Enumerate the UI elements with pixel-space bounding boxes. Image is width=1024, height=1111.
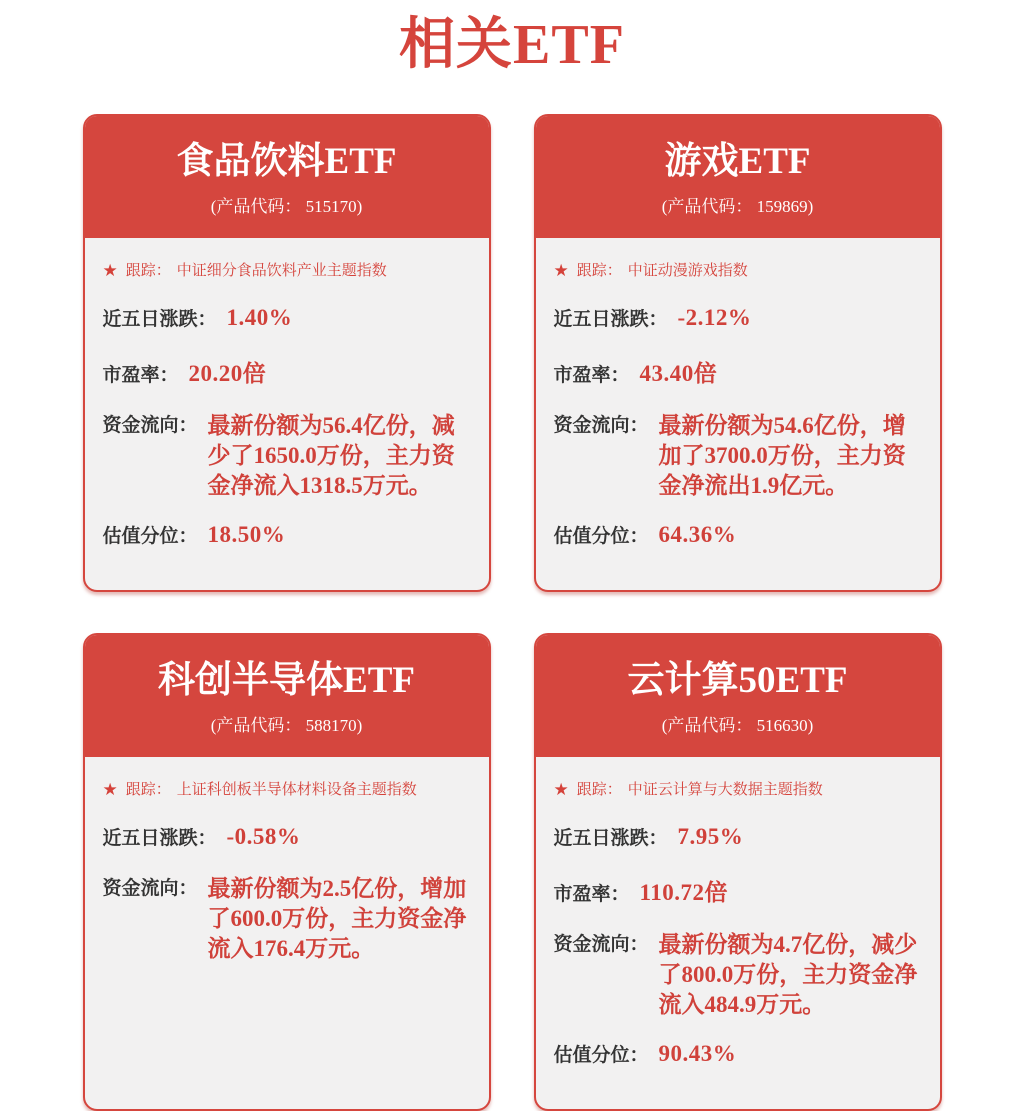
change5d-value: 7.95% xyxy=(677,824,744,849)
pe-value: 20.20倍 xyxy=(188,361,267,386)
star-icon: ★ xyxy=(102,780,118,799)
flow-text: 最新份额为4.7亿份，减少了800.0万份，主力资金净流入484.9万元。 xyxy=(658,932,918,1017)
pe-label: 市盈率： xyxy=(553,884,630,905)
flow-text: 最新份额为56.4亿份，减少了1650.0万份，主力资金净流入1318.5万元。 xyxy=(207,413,455,498)
pe-label: 市盈率： xyxy=(553,365,630,386)
flow-row xyxy=(103,411,473,501)
pe-row xyxy=(554,874,924,909)
valuation-value: 90.43% xyxy=(658,1041,737,1066)
valuation-value: 64.36% xyxy=(658,522,737,547)
pe-row xyxy=(554,355,924,390)
etf-name: 游戏ETF xyxy=(664,141,811,182)
track-row xyxy=(103,781,473,799)
star-icon: ★ xyxy=(102,261,118,280)
flow-text: 最新份额为54.6亿份，增加了3700.0万份，主力资金净流出1.9亿元。 xyxy=(658,413,906,498)
etf-card-grid xyxy=(0,114,1024,1111)
etf-product-code: (产品代码： 516630) xyxy=(661,716,814,735)
track-label: 跟踪： xyxy=(576,781,622,798)
etf-name: 云计算50ETF xyxy=(627,660,848,701)
flow-row xyxy=(554,411,924,501)
card-body xyxy=(536,238,940,590)
etf-name: 科创半导体ETF xyxy=(158,660,415,701)
card-header xyxy=(536,635,940,757)
change5d-label: 近五日涨跌： xyxy=(553,309,668,330)
valuation-row xyxy=(554,1041,924,1070)
change5d-label: 近五日涨跌： xyxy=(102,828,217,849)
card-body xyxy=(536,757,940,1109)
track-index: 中证云计算与大数据主题指数 xyxy=(627,781,823,798)
track-label: 跟踪： xyxy=(125,781,171,798)
track-row xyxy=(554,262,924,280)
valuation-label: 估值分位： xyxy=(102,526,198,547)
star-icon: ★ xyxy=(553,780,569,799)
valuation-label: 估值分位： xyxy=(553,1045,649,1066)
etf-product-code: (产品代码： 588170) xyxy=(210,716,363,735)
track-index: 中证动漫游戏指数 xyxy=(627,262,748,279)
valuation-label: 估值分位： xyxy=(553,526,649,547)
etf-card-game xyxy=(534,114,942,592)
valuation-value: 18.50% xyxy=(207,522,286,547)
flow-row xyxy=(103,874,473,964)
change5d-value: -2.12% xyxy=(677,305,752,330)
track-index: 上证科创板半导体材料设备主题指数 xyxy=(176,781,417,798)
pe-label: 市盈率： xyxy=(102,365,179,386)
etf-name: 食品饮料ETF xyxy=(176,141,397,182)
track-label: 跟踪： xyxy=(576,262,622,279)
flow-label: 资金流向： xyxy=(553,415,649,436)
flow-text: 最新份额为2.5亿份，增加了600.0万份，主力资金净流入176.4万元。 xyxy=(207,876,467,961)
card-body xyxy=(85,757,489,1109)
card-header xyxy=(85,635,489,757)
track-label: 跟踪： xyxy=(125,262,171,279)
valuation-row xyxy=(554,522,924,551)
page-title: 相关ETF xyxy=(399,14,625,76)
etf-product-code: (产品代码： 515170) xyxy=(210,197,363,216)
change5d-value: -0.58% xyxy=(226,824,301,849)
pe-value: 43.40倍 xyxy=(639,361,718,386)
etf-product-code: (产品代码： 159869) xyxy=(661,197,814,216)
etf-card-cloud-computing xyxy=(534,633,942,1111)
change5d-row xyxy=(554,305,924,334)
card-header xyxy=(536,116,940,238)
flow-row xyxy=(554,930,924,1020)
flow-label: 资金流向： xyxy=(553,934,649,955)
card-body xyxy=(85,238,489,590)
etf-card-star-semiconductor xyxy=(83,633,491,1111)
star-icon: ★ xyxy=(553,261,569,280)
change5d-label: 近五日涨跌： xyxy=(102,309,217,330)
card-header xyxy=(85,116,489,238)
change5d-value: 1.40% xyxy=(226,305,293,330)
track-row xyxy=(103,262,473,280)
pe-row xyxy=(103,355,473,390)
flow-label: 资金流向： xyxy=(102,415,198,436)
change5d-label: 近五日涨跌： xyxy=(553,828,668,849)
etf-card-food-beverage xyxy=(83,114,491,592)
pe-value: 110.72倍 xyxy=(639,880,728,905)
track-row xyxy=(554,781,924,799)
change5d-row xyxy=(103,824,473,853)
change5d-row xyxy=(103,305,473,334)
flow-label: 资金流向： xyxy=(102,878,198,899)
change5d-row xyxy=(554,824,924,853)
track-index: 中证细分食品饮料产业主题指数 xyxy=(176,262,387,279)
valuation-row xyxy=(103,522,473,551)
